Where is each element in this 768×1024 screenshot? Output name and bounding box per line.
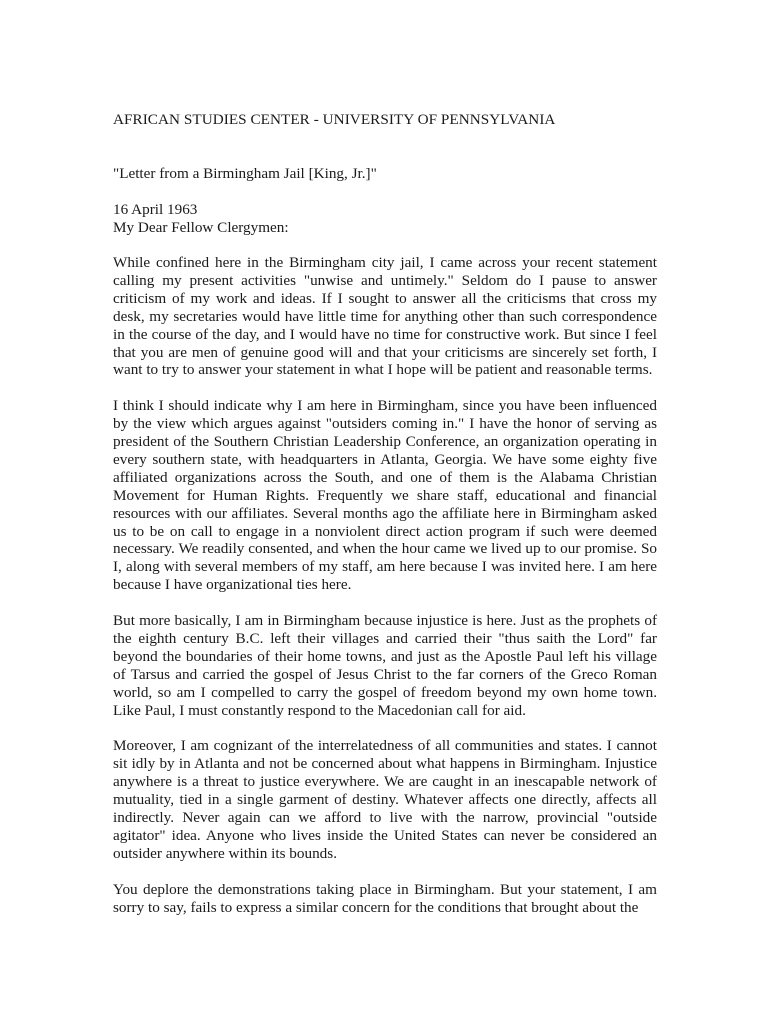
paragraph-1: While confined here in the Birmingham city jail, I came across your recent statement calling my present activities "unwise and untimely." Seldom do I pause to answer criticism of my work and ideas. If I sought to answer all the criticisms that cross my desk, my secretaries would have little time for anything other than such correspondence in the course of the day, and I would have no time for constructive work. But since I feel that you are men of genuine good will and that your criticisms are sincerely set forth, I want to try to answer your statement in what I hope will be patient and reasonable terms. — [113, 254, 657, 379]
letter-body — [113, 254, 657, 934]
paragraph-5: You deplore the demonstrations taking place in Birmingham. But your statement, I am sorry to say, fails to express a similar concern for the conditions that brought about the — [113, 880, 657, 916]
paragraph-2: I think I should indicate why I am here in Birmingham, since you have been influenced by the view which argues against "outsiders coming in." I have the honor of serving as president of the Southern Christian Leadership Conference, an organization operating in every southern state, with headquarters in Atlanta, Georgia. We have some eighty five affiliated organizations across the South, and one of them is the Alabama Christian Movement for Human Rights. Frequently we share staff, educational and financial resources with our affiliates. Several months ago the affiliate here in Birmingham asked us to be on call to engage in a nonviolent direct action program if such were deemed necessary. We readily consented, and when the hour came we lived up to our promise. So I, along with several members of my staff, am here because I was invited here. I am here because I have organizational ties here. — [113, 397, 657, 594]
paragraph-3: But more basically, I am in Birmingham because injustice is here. Just as the prophets of the eighth century B.C. left their villages and carried their "thus saith the Lord" far beyond the boundaries of their home towns, and just as the Apostle Paul left his village of Tarsus and carried the gospel of Jesus Christ to the far corners of the Greco Roman world, so am I compelled to carry the gospel of freedom beyond my own home town. Like Paul, I must constantly respond to the Macedonian call for aid. — [113, 612, 657, 719]
paragraph-4: Moreover, I am cognizant of the interrelatedness of all communities and states. I cannot sit idly by in Atlanta and not be concerned about what happens in Birmingham. Injustice anywhere is a threat to justice everywhere. We are caught in an inescapable network of mutuality, tied in a single garment of destiny. Whatever affects one directly, affects all indirectly. Never again can we afford to live with the narrow, provincial "outside agitator" idea. Anyone who lives inside the United States can never be considered an outsider anywhere within its bounds. — [113, 737, 657, 862]
letter-title: "Letter from a Birmingham Jail [King, Jr.]" — [113, 165, 377, 182]
letter-date: 16 April 1963 — [113, 201, 198, 218]
letter-salutation: My Dear Fellow Clergymen: — [113, 219, 289, 236]
document-header: AFRICAN STUDIES CENTER - UNIVERSITY OF PENNSYLVANIA — [113, 111, 556, 128]
